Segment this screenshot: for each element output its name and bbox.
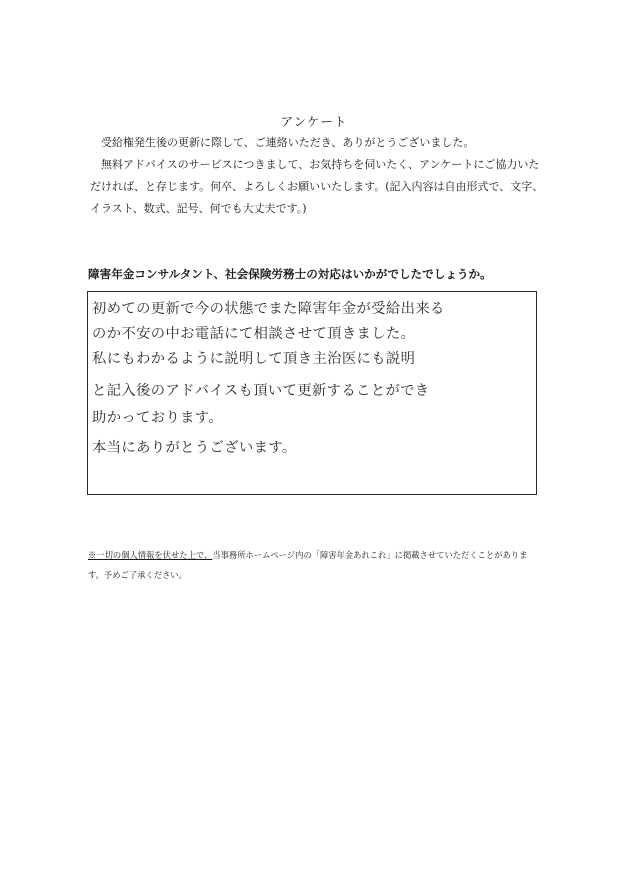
page-title: アンケート bbox=[280, 114, 348, 129]
intro-paragraph-2-line-1: 無料アドバイスのサービスにつきまして、お気持ちを伺いたく、アンケートにご協力いた bbox=[101, 158, 540, 171]
intro-text bbox=[90, 132, 550, 220]
handwritten-answer-line: 本当にありがとうございます。 bbox=[92, 440, 297, 456]
privacy-note bbox=[88, 545, 543, 585]
handwritten-answer-line: 私にもわかるように説明して頂き主治医にも説明 bbox=[92, 351, 416, 367]
intro-paragraph-1: 受給権発生後の更新に際して、ご連絡いただき、ありがとうございました。 bbox=[101, 136, 475, 149]
handwritten-answer-line: 初めての更新で今の状態でまた障害年金が受給出来る bbox=[92, 301, 445, 317]
answer-box bbox=[87, 291, 537, 495]
survey-question: 障害年金コンサルタント、社会保険労務士の対応はいかがでしたでしょうか。 bbox=[88, 267, 492, 281]
handwritten-answer-line: と記入後のアドバイスも頂いて更新することができ bbox=[92, 383, 430, 399]
privacy-note-line-2: す。予めご了承ください。 bbox=[88, 570, 187, 580]
privacy-note-underlined: ※一切の個人情報を伏せた上で、 bbox=[88, 550, 213, 560]
handwritten-answer-line: のか不安の中お電話にて相談させて頂きました。 bbox=[92, 326, 416, 342]
intro-paragraph-2-line-2: だければ、と存じます。何卒、よろしくお願いいたします。(記入内容は自由形式で、文字、 bbox=[90, 180, 544, 193]
privacy-note-rest: 当事務所ホームページ内の「障害年金あれこれ」に掲載させていただくことがありま bbox=[212, 550, 528, 560]
privacy-note-line-1 bbox=[88, 545, 543, 565]
intro-paragraph-2-line-3: イラスト、数式、記号、何でも大丈夫です。) bbox=[90, 202, 307, 215]
handwritten-answer-line: 助かっております。 bbox=[92, 410, 224, 426]
